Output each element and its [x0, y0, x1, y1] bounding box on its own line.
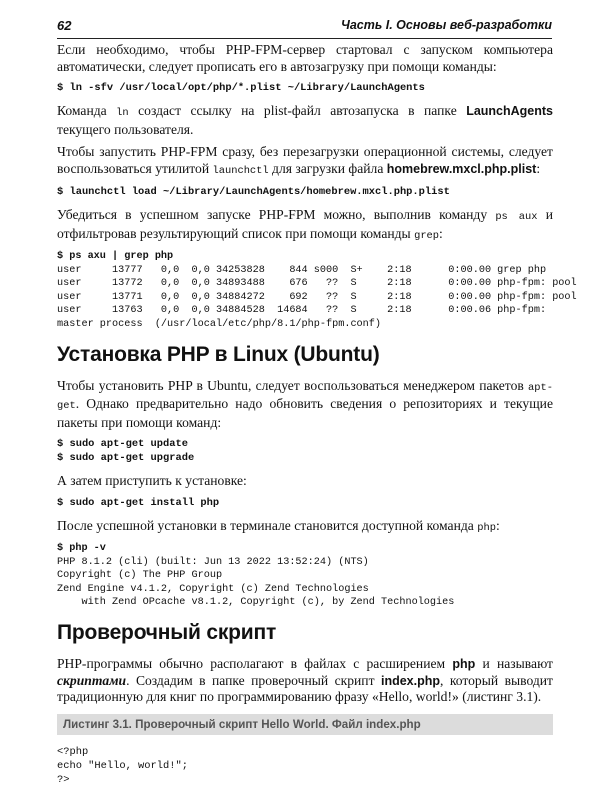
- command-apt-update: $ sudo apt-get update $ sudo apt-get upgrade: [57, 438, 195, 465]
- heading-test-script: Проверочный скрипт: [57, 621, 277, 645]
- command-php-v: $ php -v: [57, 543, 106, 555]
- bold-index-php: index.php: [380, 673, 440, 688]
- command-ln: $ ln -sfv /usr/local/opt/php/*.plist ~/Library/LaunchAgents: [57, 82, 425, 94]
- listing-caption: Листинг 3.1. Проверочный скрипт Hello World. Файл index.php: [57, 714, 553, 735]
- inline-code-ps-aux: ps aux: [495, 211, 538, 223]
- bold-launchagents: LaunchAgents: [466, 104, 554, 118]
- inline-code-apt-get: apt-get: [57, 381, 553, 413]
- heading-install-linux: Установка PHP в Linux (Ubuntu): [57, 342, 380, 366]
- inline-code-php: php: [477, 521, 496, 534]
- bold-plist-file: homebrew.mxcl.php.plist: [386, 161, 537, 176]
- php-version-block: [57, 542, 553, 610]
- paragraph-autostart: Если необходимо, чтобы PHP-FPM-сервер стартовал с запуском компьютера автоматически, следует прописать его в автозагрузку при помощи команды:: [57, 42, 553, 74]
- paragraph-apt-get: Чтобы установить PHP в Ubuntu, следует воспользоваться менеджером пакетов apt-get. Однако предварительно надо обновить сведения о репозиториях и текущие пакеты при помощи команд:: [57, 377, 553, 430]
- page-number: 62: [57, 18, 72, 33]
- command-launchctl: $ launchctl load ~/Library/LaunchAgents/homebrew.mxcl.php.plist: [57, 186, 450, 198]
- inline-code-grep: grep: [414, 229, 440, 242]
- paragraph-ln-explained: Команда ln создаст ссылку на plist-файл автозапуска в папке LaunchAgents текущего пользователя.: [57, 103, 554, 137]
- page-body: [57, 42, 577, 788]
- running-header: [57, 16, 552, 39]
- paragraph-ps-aux: Убедиться в успешном запуске PHP-FPM можно, выполнив команду ps aux и отфильтровав результирующий список при помощи команды grep:: [57, 207, 553, 242]
- paragraph-launchctl: Чтобы запустить PHP-FPM сразу, без перезагрузки операционной системы, следует воспользоваться утилитой launchctl для загрузки файла homebrew.mxcl.php.plist:: [57, 144, 553, 177]
- italic-scripts: скриптами: [57, 672, 127, 688]
- listing-code: <?php echo "Hello, world!"; ?>: [57, 745, 188, 787]
- ps-output: user 13777 0,0 0,0 34253828 844 s000 S+ 2:18 0:00.00 grep php user 13772 0,0 0,0 34893488 676 ?? S 2:18 0:00.00 php-fpm: pool user 13771 0,0 0,0 34884272 692 ?? S 2:18 0:00.00 php-fpm: pool user 13763 0,0 0,0 34884528 14684 ?? S 2:18 0:00.06 php-fpm: master process (/usr/local/etc/php/8.1/php-fpm.conf): [57, 264, 577, 330]
- bold-php-ext: php: [452, 657, 476, 672]
- part-title: Часть I. Основы веб-разработки: [341, 18, 552, 32]
- inline-code-ln: ln: [116, 107, 129, 119]
- php-version-output: PHP 8.1.2 (cli) (built: Jun 13 2022 13:52:24) (NTS) Copyright (c) The PHP Group Zend Engine v4.1.2, Copyright (c) Zend Technologies with Zend OPcache v8.1.2, Copyright (c), by Zend Technologies: [57, 556, 455, 609]
- paragraph-then-install: А затем приступить к установке:: [57, 473, 247, 489]
- ps-output-block: [57, 250, 577, 332]
- command-ps: $ ps axu | grep php: [57, 251, 174, 262]
- command-apt-install: $ sudo apt-get install php: [57, 496, 220, 509]
- paragraph-test-script: PHP-программы обычно располагают в файлах с расширением php и называют скриптами. Создадим в папке проверочный скрипт index.php, который выводит традиционную для книг по программированию фразу «Hello, world!» (листинг 3.1).: [57, 656, 554, 705]
- paragraph-php-available: После успешной установки в терминале становится доступной команда php:: [57, 517, 500, 534]
- inline-code-launchctl: launchctl: [212, 164, 269, 177]
